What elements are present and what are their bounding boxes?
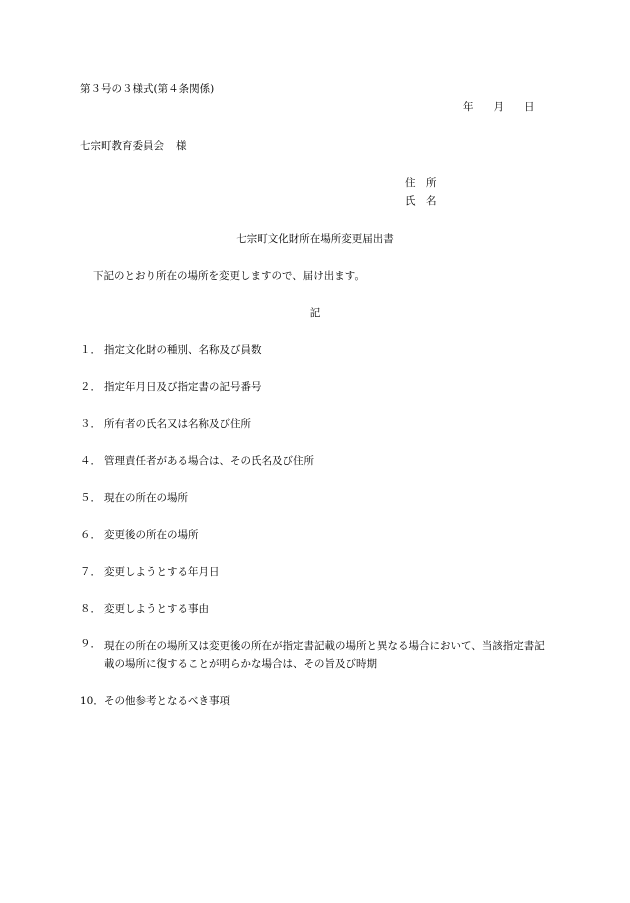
addressee-name: 七宗町教育委員会	[80, 140, 164, 152]
list-item	[80, 602, 209, 616]
list-item	[80, 417, 251, 431]
item-number: ５．	[80, 492, 101, 504]
item-number: １．	[80, 344, 101, 356]
item-number: ３．	[80, 418, 101, 430]
item-text: 指定年月日及び指定書の記号番号	[104, 381, 262, 393]
item-text: その他参考となるべき事項	[104, 695, 230, 707]
list-item	[80, 637, 554, 673]
item-text: 変更しようとする年月日	[104, 566, 220, 578]
form-number: 第３号の３様式(第４条関係)	[80, 83, 215, 95]
list-item	[80, 565, 220, 579]
item-text: 現在の所在の場所又は変更後の所在が指定書記載の場所と異なる場合において、当該指定書記載の場所に復することが明らかな場合は、その旨及び時期	[104, 640, 545, 670]
list-item	[80, 528, 199, 542]
item-number: ７．	[80, 566, 101, 578]
list-item	[80, 694, 230, 708]
applicant-name-label: 氏 名	[405, 195, 437, 207]
list-item	[80, 343, 262, 357]
item-text: 指定文化財の種別、名称及び員数	[104, 344, 262, 356]
addressee	[80, 139, 187, 153]
item-number: ８．	[80, 603, 101, 615]
item-number: ２．	[80, 381, 101, 393]
item-number: ６．	[80, 529, 101, 541]
item-text: 所有者の氏名又は名称及び住所	[104, 418, 251, 430]
date-line	[463, 100, 535, 114]
item-text: 変更後の所在の場所	[104, 529, 199, 541]
intro-text: 下記のとおり所在の場所を変更しますので、届け出ます。	[93, 270, 365, 282]
applicant-address-label: 住 所	[405, 177, 437, 189]
item-text: 現在の所在の場所	[104, 492, 188, 504]
item-text: 変更しようとする事由	[104, 603, 209, 615]
item-number: 10．	[80, 695, 104, 707]
addressee-honorific: 様	[176, 140, 187, 152]
list-item	[80, 491, 188, 505]
date-day-label: 日	[524, 101, 535, 113]
ki-heading: 記	[309, 307, 321, 319]
date-month-label: 月	[493, 101, 504, 113]
item-number: ４．	[80, 455, 101, 467]
list-item	[80, 454, 314, 468]
item-text: 管理責任者がある場合は、その氏名及び住所	[104, 455, 314, 467]
list-item	[80, 380, 262, 394]
date-year-label: 年	[463, 101, 474, 113]
item-number: ９．	[80, 638, 101, 650]
document-title: 七宗町文化財所在場所変更届出書	[236, 233, 394, 245]
